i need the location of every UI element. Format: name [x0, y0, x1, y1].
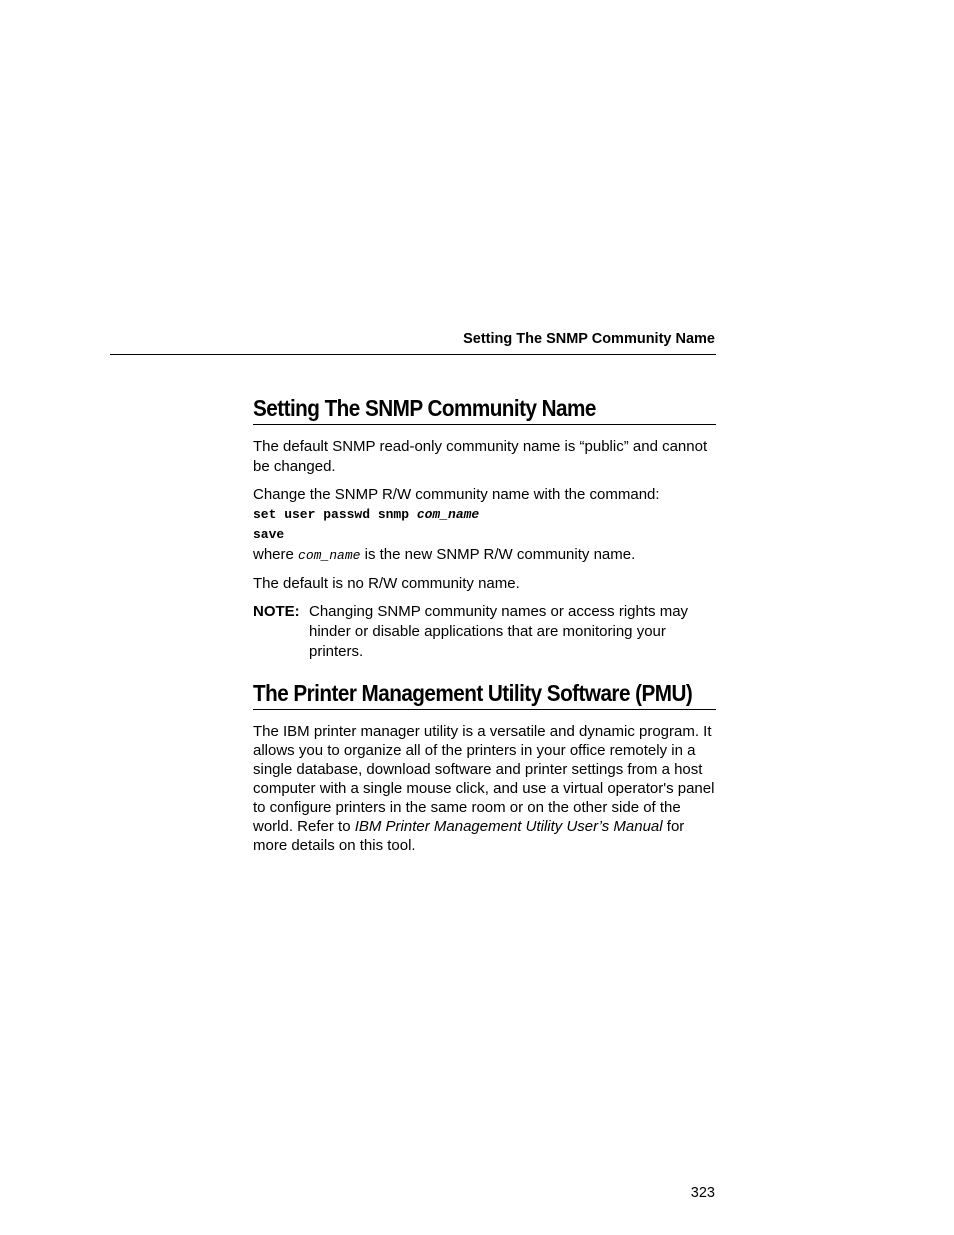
where-prefix: where [253, 546, 299, 563]
section-snmp-community-name [253, 393, 716, 662]
command-argument: com_name [416, 507, 480, 522]
title-rule [253, 709, 716, 710]
section-title-snmp: Setting The SNMP Community Name [253, 395, 596, 421]
page-number: 323 [690, 1185, 715, 1201]
section-title-pmu: The Printer Management Utility Software (PMU) [253, 680, 693, 706]
pmu-text-end: for more details on this tool. [253, 818, 685, 854]
command-text: set user passwd snmp [253, 507, 417, 522]
paragraph-pmu [253, 722, 716, 855]
title-rule [253, 424, 716, 425]
paragraph-where [253, 545, 716, 566]
command-line-2: save [253, 527, 285, 542]
paragraph-change-command: Change the SNMP R/W community name with the command: [253, 486, 660, 503]
paragraph-default-rw: The default is no R/W community name. [253, 575, 520, 592]
header-rule [110, 354, 716, 355]
note-label: NOTE: [253, 603, 300, 620]
page-content [253, 393, 716, 855]
note-text: Changing SNMP community names or access rights may hinder or disable applications that are monitoring your printers. [309, 603, 689, 660]
command-line-1 [253, 505, 716, 525]
note-block [253, 602, 716, 662]
where-argument: com_name [298, 548, 361, 563]
pmu-manual-title: IBM Printer Management Utility User’s Manual [354, 818, 663, 835]
section-pmu [253, 678, 716, 855]
pmu-text-start: The IBM printer manager utility is a versatile and dynamic program. It allows you to organize all of the printers in your office remotely in a single database, download software and printer settings from a host computer with a single mouse click, and use a virtual operator's panel to configure printers in the same room or on the other side of the world. Refer to [253, 723, 715, 835]
where-suffix: is the new SNMP R/W community name. [360, 546, 636, 563]
paragraph-default-readonly: The default SNMP read-only community name is “public” and cannot be changed. [253, 438, 708, 475]
running-header: Setting The SNMP Community Name [463, 331, 715, 347]
